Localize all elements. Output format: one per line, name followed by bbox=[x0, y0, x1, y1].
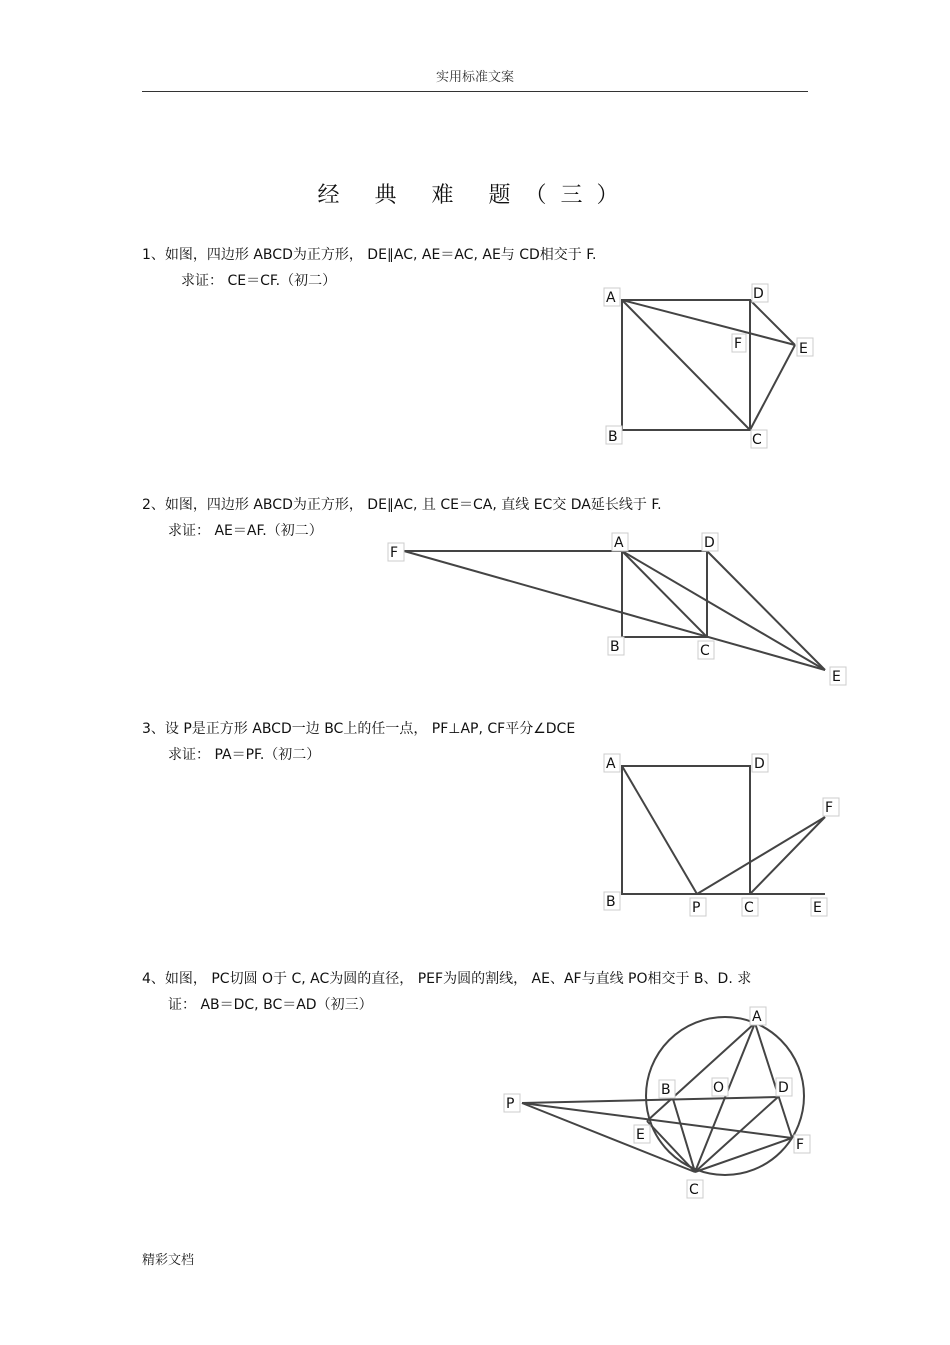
figure-2 bbox=[388, 533, 846, 685]
page-footer: 精彩文档 bbox=[142, 1253, 195, 1268]
problem-2-prove: 求证： AE＝AF.（初二） bbox=[168, 523, 323, 539]
fig3-label-f: F bbox=[825, 800, 834, 816]
fig4-label-c: C bbox=[689, 1182, 699, 1198]
fig4-label-o: O bbox=[713, 1080, 725, 1096]
fig1-label-c: C bbox=[752, 432, 762, 448]
fig4-label-a: A bbox=[752, 1009, 762, 1025]
figure-4 bbox=[504, 1007, 810, 1198]
problem-4-prove: 证： AB＝DC, BC＝AD（初三） bbox=[168, 997, 373, 1013]
fig2-label-c: C bbox=[700, 643, 710, 659]
fig4-label-b: B bbox=[661, 1082, 671, 1098]
fig3-label-b: B bbox=[606, 894, 616, 910]
fig4-label-f: F bbox=[796, 1137, 805, 1153]
fig4-line-ae bbox=[647, 1023, 755, 1121]
fig2-label-a: A bbox=[614, 535, 624, 551]
fig1-label-a: A bbox=[606, 290, 616, 306]
fig1-line-ce bbox=[750, 345, 795, 430]
fig4-label-e: E bbox=[636, 1127, 645, 1143]
fig2-label-e: E bbox=[832, 669, 841, 685]
fig3-label-d: D bbox=[754, 756, 765, 772]
fig1-label-e: E bbox=[799, 341, 808, 357]
problem-4-statement: 4、如图， PC切圆 O于 C, AC为圆的直径， PEF为圆的割线， AE、AF与直线 PO相交于 B、D. 求 bbox=[142, 971, 752, 987]
fig1-label-f: F bbox=[734, 336, 743, 352]
fig4-label-p: P bbox=[506, 1096, 515, 1112]
figure-1 bbox=[604, 284, 813, 448]
fig3-label-a: A bbox=[606, 756, 616, 772]
problem-1-prove: 求证： CE＝CF.（初二） bbox=[181, 273, 337, 289]
problem-3-statement: 3、设 P是正方形 ABCD一边 BC上的任一点， PF⊥AP, CF平分∠DCE bbox=[142, 721, 576, 737]
fig3-label-e: E bbox=[813, 900, 822, 916]
fig3-label-p: P bbox=[692, 900, 701, 916]
fig1-label-b: B bbox=[608, 429, 618, 445]
fig3-label-c: C bbox=[744, 900, 754, 916]
figure-3 bbox=[604, 754, 839, 916]
fig2-label-d: D bbox=[704, 535, 715, 551]
fig1-line-ae bbox=[622, 300, 795, 345]
page-title: 经 典 难 题（三） bbox=[317, 183, 633, 208]
fig3-line-ap bbox=[622, 766, 697, 894]
problem-1-statement: 1、如图，四边形 ABCD为正方形， DE∥AC, AE＝AC, AE与 CD相交于 F. bbox=[142, 247, 597, 263]
fig2-label-f: F bbox=[390, 545, 399, 561]
page-header: 实用标准文案 bbox=[435, 70, 514, 85]
problem-3-prove: 求证： PA＝PF.（初二） bbox=[168, 747, 321, 763]
fig2-label-b: B bbox=[610, 639, 620, 655]
fig1-diagonal-ac bbox=[622, 300, 750, 430]
fig4-line-pd bbox=[522, 1097, 778, 1103]
fig1-label-d: D bbox=[753, 286, 764, 302]
fig4-label-d: D bbox=[778, 1080, 789, 1096]
problem-2-statement: 2、如图，四边形 ABCD为正方形， DE∥AC, 且 CE＝CA, 直线 EC交 DA延长线于 F. bbox=[142, 497, 662, 513]
